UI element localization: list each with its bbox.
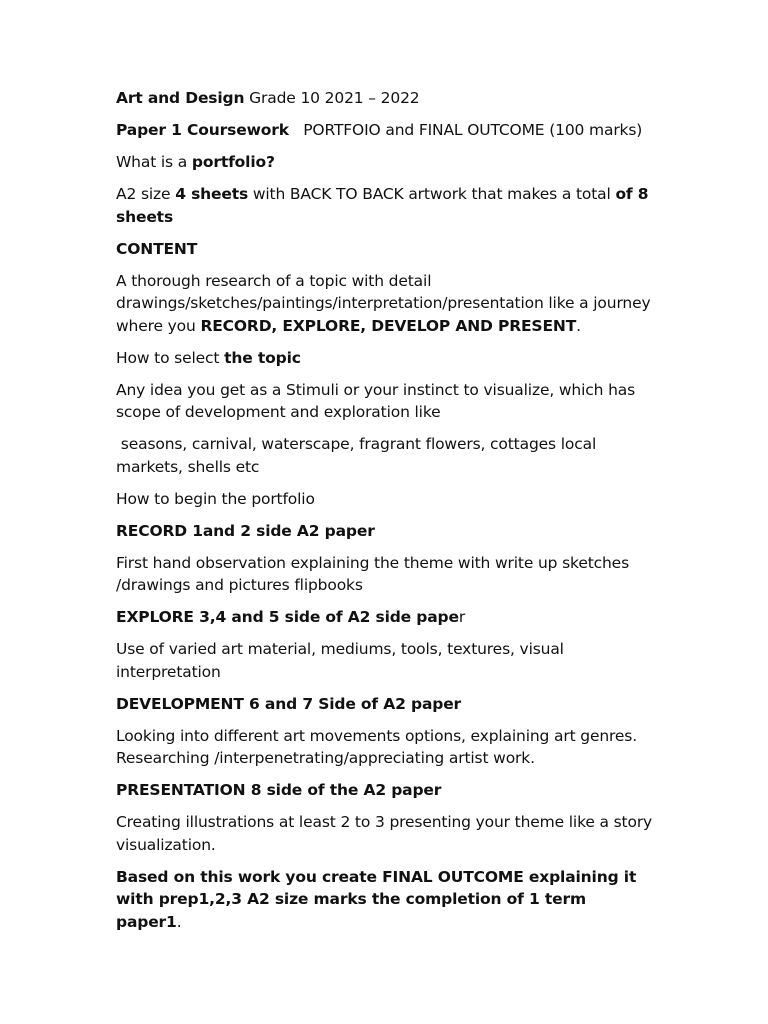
- sheets-total: of 8 sheets: [116, 185, 649, 226]
- record-heading: [116, 520, 656, 543]
- sheets-text-a: A2 size: [116, 185, 176, 203]
- final-paragraph: [116, 866, 656, 934]
- content-heading: [116, 238, 656, 261]
- content-paragraph: [116, 270, 656, 338]
- topic-line-term: the topic: [224, 348, 301, 367]
- course-title-line: [116, 87, 656, 110]
- final-paragraph-end: .: [176, 912, 182, 931]
- explore-heading-text: EXPLORE 3,4 and 5 side of A2 side pape: [116, 608, 459, 626]
- examples-paragraph: seasons, carnival, waterscape, fragrant flowers, cottages local markets, shells etc: [116, 435, 601, 476]
- begin-line: How to begin the portfolio: [116, 489, 315, 508]
- sheets-description: [116, 183, 656, 228]
- presentation-paragraph: Creating illustrations at least 2 to 3 presenting your theme like a story visualization.: [116, 813, 653, 854]
- portfolio-question-term: portfolio?: [191, 153, 275, 171]
- content-paragraph-text: A thorough research of a topic with detail drawings/sketches/paintings/interpretation/presentation like a journey where you: [116, 271, 651, 335]
- content-paragraph-end: .: [576, 316, 581, 335]
- topic-line: [116, 347, 656, 370]
- paper-subtitle: PORTFOIO and FINAL OUTCOME (100 marks): [288, 121, 643, 139]
- record-heading-text: RECORD 1and 2 side A2 paper: [116, 521, 375, 540]
- presentation-heading: [116, 779, 656, 802]
- presentation-heading-text: PRESENTATION 8 side of the A2 paper: [116, 781, 442, 799]
- content-paragraph-steps: RECORD, EXPLORE, DEVELOP AND PRESENT: [200, 316, 577, 335]
- record-paragraph: First hand observation explaining the theme with write up sketches /drawings and pictures flipbooks: [116, 553, 629, 594]
- portfolio-question: [116, 151, 656, 174]
- content-heading-text: CONTENT: [116, 239, 198, 258]
- development-paragraph: Looking into different art movements options, explaining art genres. Researching /interpenetrating/appreciating artist work.: [116, 726, 638, 767]
- document-body: [116, 87, 656, 943]
- idea-paragraph: Any idea you get as a Stimuli or your instinct to visualize, which has scope of development and exploration like: [116, 380, 636, 421]
- paper-title-line: [116, 119, 656, 142]
- sheets-count: 4 sheets: [175, 185, 249, 203]
- paper-title: Paper 1 Coursework: [116, 121, 289, 139]
- portfolio-question-prefix: What is a: [116, 153, 192, 171]
- sheets-text-c: with BACK TO BACK artwork that makes a total: [248, 185, 616, 203]
- development-heading: [116, 693, 656, 716]
- development-heading-text: DEVELOPMENT 6 and 7 Side of A2 paper: [116, 694, 462, 713]
- explore-paragraph: Use of varied art material, mediums, tools, textures, visual interpretation: [116, 640, 564, 681]
- topic-line-prefix: How to select: [116, 348, 225, 367]
- explore-heading-tail: r: [458, 608, 466, 626]
- final-paragraph-text: Based on this work you create FINAL OUTCOME explaining it with prep1,2,3 A2 size marks the completion of 1 term paper1: [116, 867, 637, 931]
- course-title: Art and Design: [116, 89, 245, 107]
- explore-heading: [116, 606, 656, 629]
- course-grade-year: Grade 10 2021 – 2022: [244, 89, 420, 107]
